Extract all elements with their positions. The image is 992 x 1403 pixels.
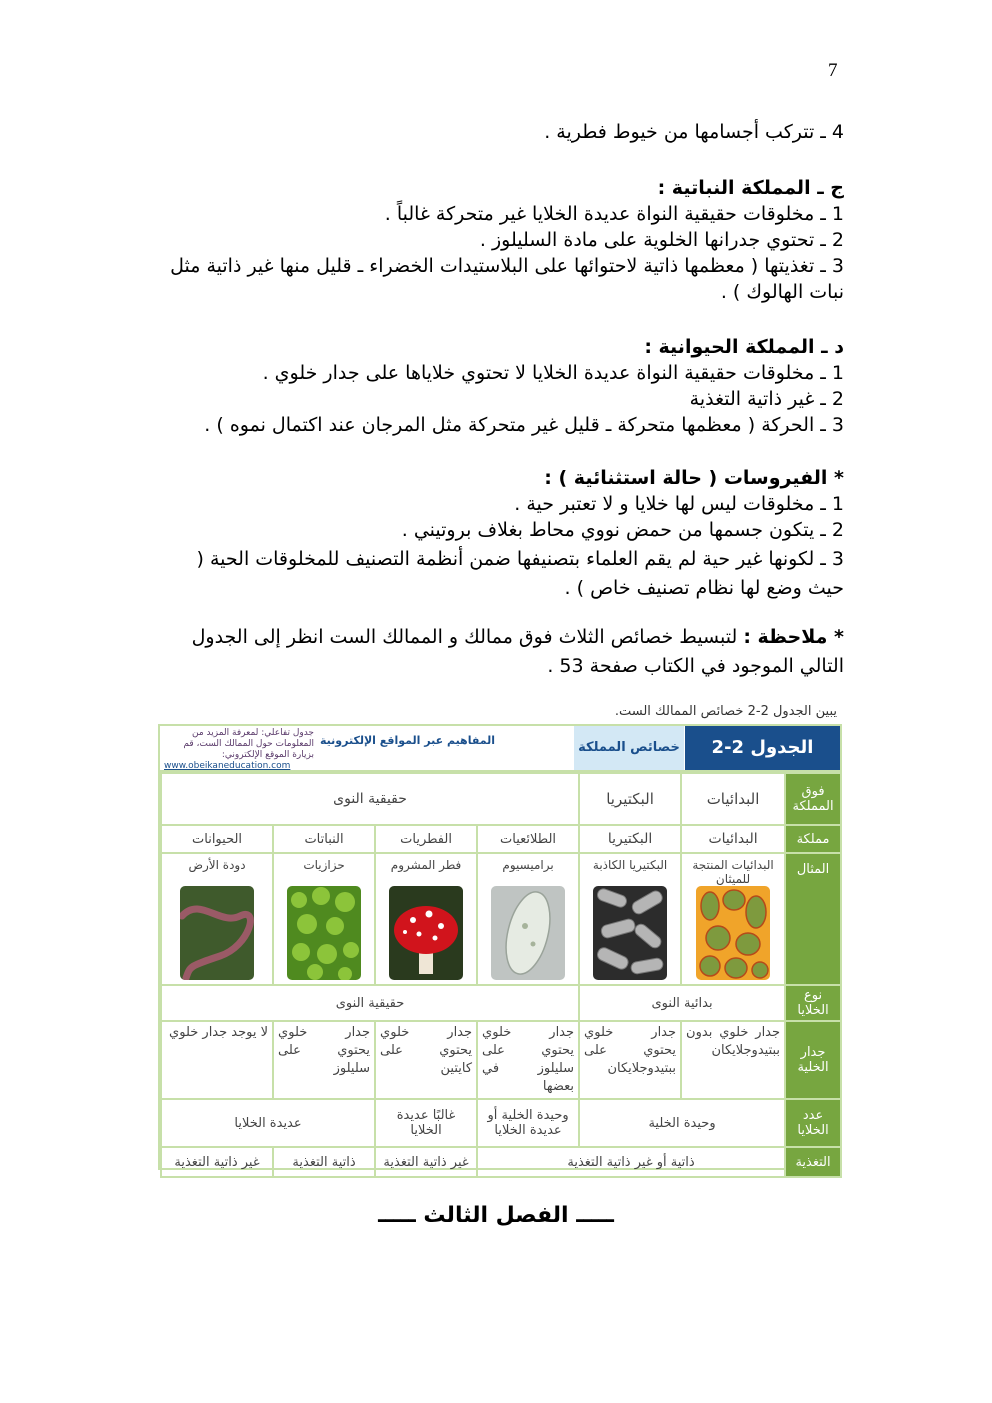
kingdom-protists: الطلائعيات	[477, 825, 579, 853]
plant-point-3: 3 ـ تغذيتها ( معظمها ذاتية لاحتوائها على البلاستيدات الخضراء ـ قليل منها غير ذاتية مثل نبات الهالوك ) .	[170, 255, 844, 303]
table-title: الجدول 2-2	[685, 726, 840, 770]
virus-point-1: 1 ـ مخلوقات ليس لها خلايا و لا تعتبر حية .	[514, 493, 844, 515]
animal-point-1: 1 ـ مخلوقات حقيقية النواة عديدة الخلايا لا تحتوي خلاياها على جدار خلوي .	[262, 362, 844, 384]
kingdom-bacteria: البكتيريا	[579, 825, 681, 853]
table-row	[161, 853, 841, 985]
cell-type-prokaryote: بدائية النوى	[579, 985, 785, 1021]
table-row	[161, 1021, 841, 1099]
methanogen-image	[696, 886, 770, 980]
nutrition-mixed: ذاتية أو غير ذاتية التغذية	[477, 1147, 785, 1177]
domain-archaea: البدائيات	[681, 773, 785, 825]
example-cell	[375, 853, 477, 985]
animal-point-2: 2 ـ غير ذاتية التغذية	[689, 388, 844, 410]
plant-point-1: 1 ـ مخلوقات حقيقية النواة عديدة الخلايا غير متحركة غالباً .	[384, 203, 844, 225]
note-text: لتبسيط خصائص الثلاث فوق ممالك و الممالك الست انظر إلى الجدول التالي الموجود في الكتاب صفحة 53 .	[191, 626, 844, 677]
moss-image	[287, 886, 361, 980]
figure-caption: يبين الجدول 2-2 خصائص الممالك الست.	[614, 704, 837, 719]
kingdom-animals: الحيوانات	[161, 825, 273, 853]
cell-wall-animals: لا يوجد جدار خلوي	[161, 1021, 273, 1099]
row-header-cell-count: عدد الخلايا	[785, 1099, 841, 1147]
cell-type-eukaryote: حقيقية النوى	[161, 985, 579, 1021]
domain-eukarya: حقيقية النوى	[161, 773, 579, 825]
example-cell	[579, 853, 681, 985]
virus-point-2: 2 ـ يتكون جسمها من حمض نووي محاط بغلاف بروتيني .	[401, 519, 844, 541]
table-subtitle: خصائص المملكة	[574, 726, 684, 770]
row-header-cell-type: نوع الخلايا	[785, 985, 841, 1021]
kingdom-archaea: البدائيات	[681, 825, 785, 853]
mushroom-image	[389, 886, 463, 980]
nutrition-fungi: غير ذاتية التغذية	[375, 1147, 477, 1177]
note-label: * ملاحظة :	[743, 626, 844, 648]
concepts-logo: المفاهيم عبر المواقع الإلكترونية	[320, 734, 496, 747]
earthworm-image	[180, 886, 254, 980]
virus-point-3: 3 ـ لكونها غير حية لم يقم العلماء بتصنيفها ضمن أنظمة التصنيف للمخلوقات الحية ( حيث وضع لها نظام تصنيف خاص ) .	[196, 548, 844, 599]
example-name: فطر المشروم	[390, 858, 462, 872]
domain-bacteria: البكتيريا	[579, 773, 681, 825]
page-number: 7	[828, 60, 838, 81]
cell-wall-plants: جدار خلوي يحتوي على سليلوز	[273, 1021, 375, 1099]
cell-count-unicellular: وحيدة الخلية	[579, 1099, 785, 1147]
cell-wall-archaea: جدار خلوي بدون ببتيدوجلايكان	[681, 1021, 785, 1099]
example-name: حزازيات	[303, 858, 345, 872]
example-name: البكتيريا الكاذبة	[592, 858, 668, 872]
plant-kingdom-heading: ج ـ المملكة النباتية :	[657, 177, 844, 199]
row-header-cell-wall: جدار الخلية	[785, 1021, 841, 1099]
cell-wall-protists: جدار خلوي يحتوي على سليلوز في بعضها	[477, 1021, 579, 1099]
example-cell	[161, 853, 273, 985]
note-paragraph	[184, 623, 844, 681]
interactive-note	[164, 728, 314, 772]
paramecium-image	[491, 886, 565, 980]
animal-kingdom-heading: د ـ المملكة الحيوانية :	[644, 336, 844, 358]
example-name: دودة الأرض	[188, 858, 246, 872]
table-row	[161, 1099, 841, 1147]
figure-header-band	[160, 726, 840, 772]
row-header-nutrition: التغذية	[785, 1147, 841, 1177]
example-name: البدائيات المنتجة للميثان	[692, 858, 774, 886]
cell-count-fungi: غالبًا عديدة الخلايا	[375, 1099, 477, 1147]
cell-wall-fungi: جدار خلوي يحتوي على كايتين	[375, 1021, 477, 1099]
cell-count-multicellular: عديدة الخلايا	[161, 1099, 375, 1147]
virus-heading: * الفيروسات ( حالة استثنائية ) :	[544, 467, 844, 489]
kingdoms-table	[160, 772, 842, 1178]
chapter-title: ـــــ الفصل الثالث ـــــ	[378, 1203, 614, 1228]
example-cell	[273, 853, 375, 985]
fungi-point-4: 4 ـ تتركب أجسامها من خيوط فطرية .	[544, 121, 844, 143]
plant-point-2: 2 ـ تحتوي جدرانها الخلوية على مادة السليلوز .	[479, 229, 844, 251]
table-row	[161, 1147, 841, 1177]
example-cell	[681, 853, 785, 985]
table-row	[161, 825, 841, 853]
cell-count-protists: وحيدة الخلية أو عديدة الخلايا	[477, 1099, 579, 1147]
nutrition-animals: غير ذاتية التغذية	[161, 1147, 273, 1177]
table-row	[161, 985, 841, 1021]
nutrition-plants: ذاتية التغذية	[273, 1147, 375, 1177]
row-header-example: المثال	[785, 853, 841, 985]
interactive-note-text: جدول تفاعلي: لمعرفة المزيد من المعلومات حول الممالك الست، قم بزيارة الموقع الإلكتروني:	[183, 728, 314, 760]
kingdom-fungi: الفطريات	[375, 825, 477, 853]
row-header-kingdom: مملكة	[785, 825, 841, 853]
animal-point-3: 3 ـ الحركة ( معظمها متحركة ـ قليل غير متحركة مثل المرجان عند اكتمال نموه ) .	[204, 414, 844, 436]
table-row	[161, 773, 841, 825]
website-link[interactable]: www.obeikaneducation.com	[164, 761, 291, 771]
cell-wall-bacteria: جدار خلوي يحتوي على ببتيدوجلايكان	[579, 1021, 681, 1099]
example-name: براميسيوم	[502, 858, 554, 872]
bacteria-image	[593, 886, 667, 980]
example-cell	[477, 853, 579, 985]
row-header-domain: فوق المملكة	[785, 773, 841, 825]
kingdoms-table-figure	[158, 724, 842, 1170]
kingdom-plants: النباتات	[273, 825, 375, 853]
